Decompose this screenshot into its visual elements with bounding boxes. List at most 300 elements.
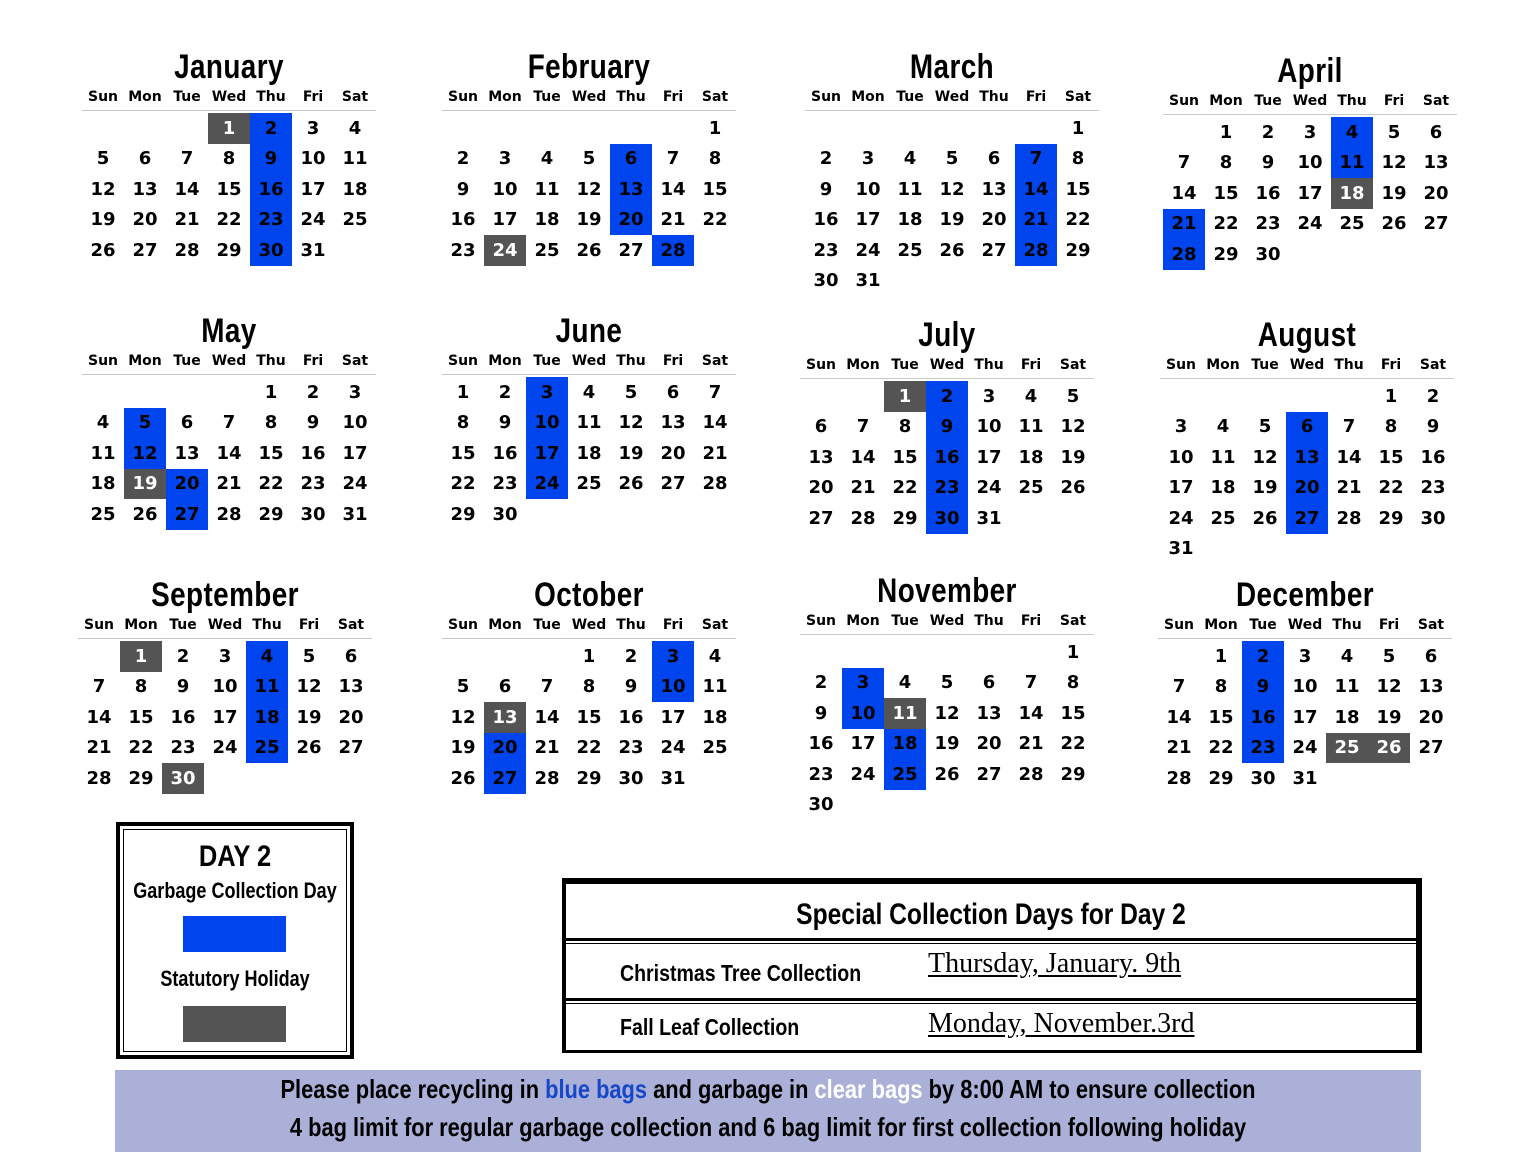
day-cell: 4	[1216, 416, 1230, 438]
month-title-october: October	[534, 576, 644, 614]
day-cell: 27	[808, 507, 834, 529]
day-cell: 28	[1336, 507, 1362, 529]
day-empty	[1010, 637, 1052, 668]
day-empty	[82, 113, 124, 144]
day-cell: 29	[1213, 243, 1239, 265]
special-collection-box	[562, 878, 1422, 1053]
day-cell: 16	[300, 442, 326, 464]
day-cell: 17	[660, 706, 686, 728]
day-cell: 14	[1018, 702, 1044, 724]
day-cell: 26	[939, 239, 965, 261]
weekday-label: Tue	[891, 357, 919, 373]
day-cell: 21	[1166, 737, 1192, 759]
day-cell: 11	[1018, 416, 1044, 438]
weekday-label: Tue	[169, 617, 197, 633]
day-cell: 21	[174, 209, 200, 231]
day-cell: 27	[1423, 213, 1449, 235]
day-cell: 7	[856, 416, 870, 438]
day-cell: 14	[1336, 446, 1362, 468]
day-cell: 30	[1255, 243, 1281, 265]
day-cell: 27	[981, 239, 1007, 261]
weekday-label: Sun	[447, 617, 479, 633]
day-cell: 12	[124, 438, 166, 469]
day-cell: 5	[940, 672, 954, 694]
day-cell: 1	[1214, 645, 1228, 667]
day-cell: 9	[456, 178, 470, 200]
day-cell: 18	[342, 178, 368, 200]
day-cell: 6	[610, 144, 652, 175]
day-cell: 16	[1255, 182, 1281, 204]
day-cell: 14	[850, 446, 876, 468]
day-cell: 16	[926, 442, 968, 473]
day-cell: 18	[90, 473, 116, 495]
legend-garbage-swatch	[183, 916, 286, 952]
weekday-label: Thu	[616, 617, 646, 633]
day-cell: 4	[898, 672, 912, 694]
day-empty	[889, 113, 931, 144]
weekday-label: Wed	[207, 617, 243, 633]
day-cell: 24	[484, 235, 526, 266]
day-cell: 7	[708, 381, 722, 403]
day-cell: 2	[306, 381, 320, 403]
day-grid	[82, 377, 376, 530]
day-cell: 2	[819, 148, 833, 170]
day-cell: 31	[1168, 538, 1194, 560]
day-cell: 2	[814, 672, 828, 694]
weekday-label: Wed	[1287, 617, 1323, 633]
day-cell: 5	[302, 645, 316, 667]
weekday-label: Sun	[83, 617, 115, 633]
day-cell: 28	[652, 235, 694, 266]
day-cell: 19	[124, 469, 166, 500]
weekday-label: Tue	[1249, 617, 1277, 633]
day-cell: 22	[1065, 209, 1091, 231]
day-cell: 2	[456, 148, 470, 170]
day-cell: 3	[526, 377, 568, 408]
day-cell: 14	[216, 442, 242, 464]
day-cell: 22	[1208, 737, 1234, 759]
weekday-header	[442, 616, 736, 639]
weekday-label: Fri	[1383, 93, 1405, 109]
day-cell: 7	[1177, 152, 1191, 174]
weekday-label: Wed	[211, 89, 247, 105]
weekday-label: Thu	[974, 613, 1004, 629]
day-cell: 6	[344, 645, 358, 667]
day-cell: 17	[850, 733, 876, 755]
day-cell: 28	[702, 473, 728, 495]
weekday-label: Tue	[533, 89, 561, 105]
special-row-date-christmas: Thursday, January. 9th	[928, 948, 1181, 979]
day-empty	[484, 113, 526, 144]
month-august	[1160, 316, 1454, 564]
weekday-label: Sun	[1165, 357, 1197, 373]
day-empty	[652, 113, 694, 144]
day-cell: 25	[342, 209, 368, 231]
day-cell: 11	[534, 178, 560, 200]
weekday-label: Thu	[616, 353, 646, 369]
day-cell: 15	[258, 442, 284, 464]
day-cell: 31	[342, 503, 368, 525]
day-empty	[568, 113, 610, 144]
day-empty	[484, 641, 526, 672]
day-cell: 13	[174, 442, 200, 464]
day-cell: 22	[892, 477, 918, 499]
day-cell: 12	[934, 702, 960, 724]
day-cell: 23	[1255, 213, 1281, 235]
day-cell: 17	[976, 446, 1002, 468]
special-divider-2	[566, 998, 1416, 1001]
day-cell: 6	[1429, 121, 1443, 143]
day-cell: 15	[128, 706, 154, 728]
day-cell: 15	[1378, 446, 1404, 468]
day-cell: 17	[212, 706, 238, 728]
day-cell: 25	[897, 239, 923, 261]
month-title-april: April	[1277, 52, 1343, 90]
day-empty	[800, 381, 842, 412]
special-row-label-leaf: Fall Leaf Collection	[620, 1014, 800, 1040]
day-cell: 15	[450, 442, 476, 464]
day-cell: 24	[1297, 213, 1323, 235]
day-cell: 25	[576, 473, 602, 495]
day-empty	[884, 637, 926, 668]
weekday-label: Sat	[337, 617, 365, 633]
weekday-label: Thu	[252, 617, 282, 633]
notice-banner	[115, 1070, 1421, 1152]
day-cell: 23	[926, 473, 968, 504]
weekday-label: Mon	[846, 613, 880, 629]
day-cell: 18	[1210, 477, 1236, 499]
day-cell: 14	[1015, 174, 1057, 205]
day-cell: 12	[1381, 152, 1407, 174]
day-cell: 17	[1292, 706, 1318, 728]
day-empty	[166, 113, 208, 144]
day-cell: 15	[702, 178, 728, 200]
day-cell: 30	[926, 503, 968, 534]
day-empty	[1158, 641, 1200, 672]
day-cell: 2	[250, 113, 292, 144]
day-cell: 13	[976, 702, 1002, 724]
day-cell: 10	[652, 672, 694, 703]
weekday-label: Mon	[1209, 93, 1243, 109]
day-cell: 11	[702, 676, 728, 698]
day-empty	[1328, 381, 1370, 412]
day-cell: 18	[246, 702, 288, 733]
day-cell: 9	[819, 178, 833, 200]
day-cell: 18	[576, 442, 602, 464]
day-grid	[442, 641, 736, 794]
day-cell: 21	[660, 209, 686, 231]
weekday-label: Thu	[1332, 617, 1362, 633]
special-title: Special Collection Days for Day 2	[796, 898, 1186, 931]
day-cell: 30	[1250, 767, 1276, 789]
day-cell: 28	[216, 503, 242, 525]
legend-box	[116, 822, 354, 1059]
day-empty	[1244, 381, 1286, 412]
day-cell: 16	[1242, 702, 1284, 733]
day-cell: 23	[492, 473, 518, 495]
day-cell: 30	[300, 503, 326, 525]
weekday-label: Mon	[124, 617, 158, 633]
weekday-header	[1163, 92, 1457, 115]
day-cell: 12	[1252, 446, 1278, 468]
day-cell: 24	[976, 477, 1002, 499]
day-cell: 9	[306, 412, 320, 434]
day-cell: 10	[1292, 676, 1318, 698]
day-cell: 6	[982, 672, 996, 694]
day-cell: 28	[534, 767, 560, 789]
day-cell: 6	[1286, 412, 1328, 443]
day-empty	[442, 113, 484, 144]
day-cell: 29	[1208, 767, 1234, 789]
day-cell: 5	[456, 676, 470, 698]
day-cell: 18	[1018, 446, 1044, 468]
day-cell: 20	[660, 442, 686, 464]
day-cell: 16	[618, 706, 644, 728]
day-cell: 21	[1163, 209, 1205, 240]
day-cell: 31	[855, 270, 881, 292]
day-cell: 1	[1066, 641, 1080, 663]
day-grid	[442, 377, 736, 530]
day-cell: 23	[1242, 733, 1284, 764]
weekday-label: Thu	[256, 89, 286, 105]
special-divider-1	[566, 938, 1416, 941]
weekday-label: Mon	[488, 617, 522, 633]
day-cell: 17	[526, 438, 568, 469]
weekday-header	[78, 616, 372, 639]
day-cell: 4	[246, 641, 288, 672]
day-cell: 13	[808, 446, 834, 468]
month-title-december: December	[1235, 576, 1375, 614]
day-cell: 24	[342, 473, 368, 495]
day-cell: 15	[1060, 702, 1086, 724]
day-cell: 21	[216, 473, 242, 495]
legend-holiday-label: Statutory Holiday	[160, 966, 310, 991]
day-cell: 14	[534, 706, 560, 728]
weekday-label: Sat	[1417, 617, 1445, 633]
day-cell: 3	[842, 668, 884, 699]
day-cell: 28	[1163, 239, 1205, 270]
day-cell: 3	[306, 117, 320, 139]
day-cell: 13	[1286, 442, 1328, 473]
special-row-date-leaf: Monday, November.3rd	[928, 1008, 1195, 1039]
day-empty	[526, 113, 568, 144]
day-cell: 21	[850, 477, 876, 499]
day-cell: 15	[1213, 182, 1239, 204]
day-cell: 24	[526, 469, 568, 500]
day-cell: 21	[1015, 205, 1057, 236]
day-cell: 25	[90, 503, 116, 525]
day-cell: 29	[216, 239, 242, 261]
day-cell: 25	[702, 737, 728, 759]
day-cell: 12	[296, 676, 322, 698]
notice-blue-bags: blue bags	[545, 1074, 648, 1104]
day-cell: 2	[926, 381, 968, 412]
day-cell: 26	[450, 767, 476, 789]
day-cell: 30	[492, 503, 518, 525]
day-cell: 25	[1339, 213, 1365, 235]
weekday-label: Sat	[701, 617, 729, 633]
weekday-label: Sun	[1168, 93, 1200, 109]
day-cell: 26	[90, 239, 116, 261]
notice-line-1	[219, 1074, 1316, 1105]
day-cell: 14	[1166, 706, 1192, 728]
day-cell: 5	[624, 381, 638, 403]
day-cell: 29	[1060, 763, 1086, 785]
day-cell: 26	[1060, 477, 1086, 499]
weekday-label: Tue	[891, 613, 919, 629]
day-cell: 26	[576, 239, 602, 261]
day-cell: 23	[1420, 477, 1446, 499]
day-cell: 3	[1174, 416, 1188, 438]
day-cell: 27	[660, 473, 686, 495]
day-cell: 1	[208, 113, 250, 144]
day-cell: 26	[132, 503, 158, 525]
day-cell: 2	[1426, 385, 1440, 407]
day-cell: 15	[1065, 178, 1091, 200]
notice-clear-bags: clear bags	[814, 1074, 923, 1104]
weekday-label: Mon	[1206, 357, 1240, 373]
day-cell: 6	[498, 676, 512, 698]
day-cell: 20	[981, 209, 1007, 231]
day-cell: 5	[945, 148, 959, 170]
day-cell: 28	[850, 507, 876, 529]
day-cell: 16	[492, 442, 518, 464]
day-grid	[1160, 381, 1454, 564]
day-cell: 13	[1423, 152, 1449, 174]
month-september	[78, 576, 372, 794]
day-cell: 14	[702, 412, 728, 434]
month-november	[800, 572, 1094, 820]
day-cell: 5	[124, 408, 166, 439]
day-cell: 8	[456, 412, 470, 434]
day-cell: 7	[92, 676, 106, 698]
day-cell: 3	[861, 148, 875, 170]
legend-holiday-swatch	[183, 1006, 286, 1042]
day-cell: 7	[1024, 672, 1038, 694]
weekday-label: Thu	[1334, 357, 1364, 373]
day-cell: 11	[1334, 676, 1360, 698]
day-cell: 5	[1387, 121, 1401, 143]
weekday-label: Mon	[488, 89, 522, 105]
day-cell: 10	[976, 416, 1002, 438]
day-cell: 10	[342, 412, 368, 434]
day-cell: 14	[86, 706, 112, 728]
day-empty	[166, 377, 208, 408]
day-cell: 20	[610, 205, 652, 236]
day-cell: 31	[1292, 767, 1318, 789]
day-cell: 15	[1208, 706, 1234, 728]
day-cell: 23	[300, 473, 326, 495]
weekday-label: Thu	[979, 89, 1009, 105]
day-cell: 26	[618, 473, 644, 495]
day-cell: 28	[1015, 235, 1057, 266]
day-cell: 27	[132, 239, 158, 261]
weekday-label: Sun	[810, 89, 842, 105]
day-cell: 9	[624, 676, 638, 698]
day-empty	[442, 641, 484, 672]
day-cell: 8	[1214, 676, 1228, 698]
day-cell: 8	[582, 676, 596, 698]
day-cell: 17	[1297, 182, 1323, 204]
day-cell: 21	[1336, 477, 1362, 499]
day-cell: 21	[86, 737, 112, 759]
day-cell: 5	[582, 148, 596, 170]
weekday-header	[800, 356, 1094, 379]
day-cell: 30	[808, 794, 834, 816]
day-cell: 4	[540, 148, 554, 170]
day-cell: 19	[1252, 477, 1278, 499]
day-cell: 19	[296, 706, 322, 728]
day-cell: 20	[166, 469, 208, 500]
day-cell: 10	[1168, 446, 1194, 468]
day-empty	[1286, 381, 1328, 412]
day-cell: 24	[660, 737, 686, 759]
day-cell: 1	[120, 641, 162, 672]
weekday-label: Sat	[701, 89, 729, 105]
day-cell: 30	[813, 270, 839, 292]
weekday-label: Thu	[616, 89, 646, 105]
day-cell: 29	[128, 767, 154, 789]
notice-line-2: 4 bag limit for regular garbage collection and 6 bag limit for first collection following holiday	[289, 1112, 1247, 1142]
day-cell: 4	[903, 148, 917, 170]
day-cell: 30	[618, 767, 644, 789]
day-empty	[926, 637, 968, 668]
weekday-label: Fri	[1380, 357, 1402, 373]
day-cell: 20	[132, 209, 158, 231]
day-cell: 28	[86, 767, 112, 789]
day-cell: 23	[170, 737, 196, 759]
day-cell: 18	[1334, 706, 1360, 728]
day-cell: 11	[246, 672, 288, 703]
day-cell: 22	[1060, 733, 1086, 755]
day-cell: 17	[300, 178, 326, 200]
day-cell: 8	[1384, 416, 1398, 438]
day-cell: 7	[222, 412, 236, 434]
month-february	[442, 48, 736, 266]
day-empty	[208, 377, 250, 408]
day-cell: 4	[1340, 645, 1354, 667]
weekday-label: Fri	[662, 353, 684, 369]
day-grid	[1163, 117, 1457, 270]
day-grid	[805, 113, 1099, 296]
day-cell: 11	[342, 148, 368, 170]
weekday-header	[442, 88, 736, 111]
day-empty	[610, 113, 652, 144]
weekday-header	[1160, 356, 1454, 379]
day-cell: 20	[808, 477, 834, 499]
legend-garbage-label: Garbage Collection Day	[133, 878, 337, 903]
day-cell: 16	[813, 209, 839, 231]
weekday-label: Sat	[1059, 357, 1087, 373]
day-cell: 17	[1168, 477, 1194, 499]
day-cell: 7	[666, 148, 680, 170]
day-cell: 9	[926, 412, 968, 443]
day-cell: 27	[976, 763, 1002, 785]
day-cell: 12	[618, 412, 644, 434]
day-cell: 14	[660, 178, 686, 200]
day-cell: 8	[222, 148, 236, 170]
day-cell: 7	[1342, 416, 1356, 438]
weekday-label: Thu	[974, 357, 1004, 373]
weekday-label: Sun	[87, 89, 119, 105]
day-cell: 7	[180, 148, 194, 170]
weekday-label: Fri	[662, 89, 684, 105]
day-cell: 18	[1331, 178, 1373, 209]
day-empty	[842, 637, 884, 668]
day-cell: 11	[90, 442, 116, 464]
day-empty	[526, 641, 568, 672]
weekday-label: Sat	[1064, 89, 1092, 105]
